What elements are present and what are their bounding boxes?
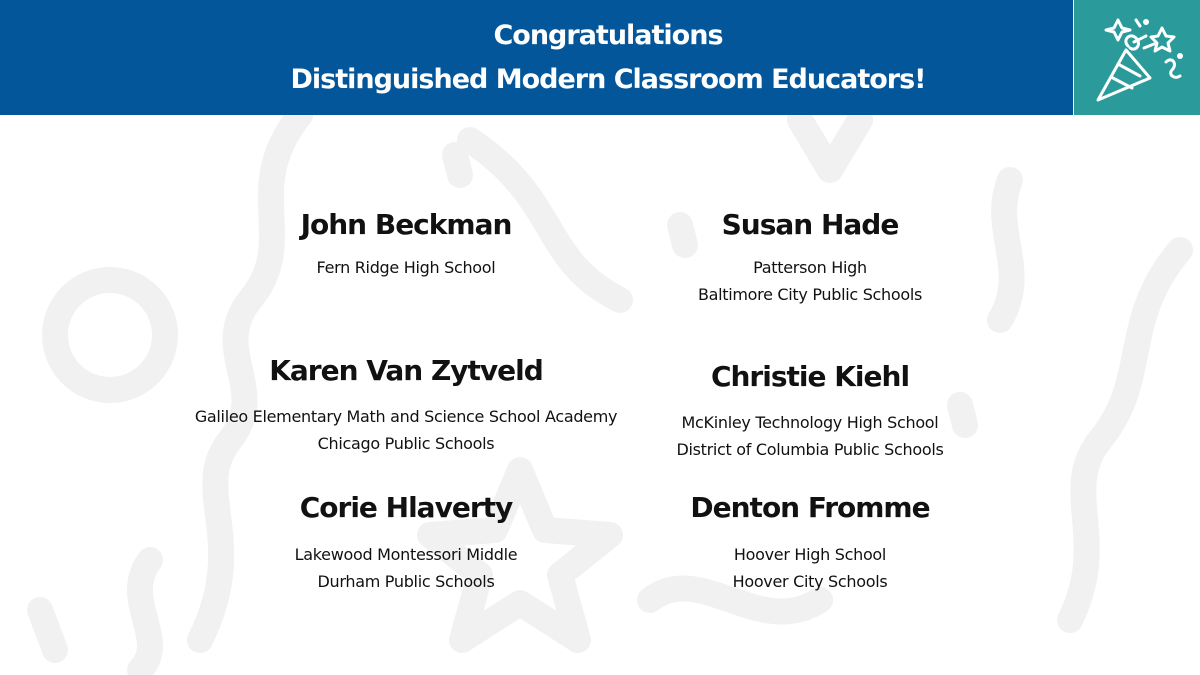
educator-district: Durham Public Schools (317, 572, 495, 591)
educator-name: Corie Hlaverty (299, 491, 513, 524)
educator-card (560, 491, 1060, 595)
educator-district: Chicago Public Schools (317, 434, 495, 453)
educator-name: Karen Van Zytveld (269, 354, 543, 387)
educator-school: Patterson High (753, 258, 867, 277)
educator-school: Lakewood Montessori Middle (294, 545, 518, 564)
educator-school: Fern Ridge High School (316, 258, 496, 277)
educator-name: Susan Hade (721, 208, 899, 241)
header-title-line-1: Congratulations (493, 20, 723, 51)
educator-district: Baltimore City Public Schools (697, 285, 923, 304)
educator-card (560, 360, 1060, 463)
party-popper-icon (1074, 0, 1200, 115)
educator-district: Hoover City Schools (732, 572, 888, 591)
header-title-line-2: Distinguished Modern Classroom Educators! (290, 64, 926, 95)
educator-district: District of Columbia Public Schools (676, 440, 944, 459)
educator-name: Denton Fromme (690, 491, 930, 524)
educator-school: Galileo Elementary Math and Science School Academy (194, 407, 618, 426)
celebration-badge (1074, 0, 1200, 115)
educator-name: John Beckman (300, 208, 512, 241)
header-banner (0, 0, 1073, 115)
educator-school: Hoover High School (733, 545, 887, 564)
educator-name: Christie Kiehl (710, 360, 910, 393)
educator-school: McKinley Technology High School (681, 413, 939, 432)
educator-card (560, 208, 1060, 308)
